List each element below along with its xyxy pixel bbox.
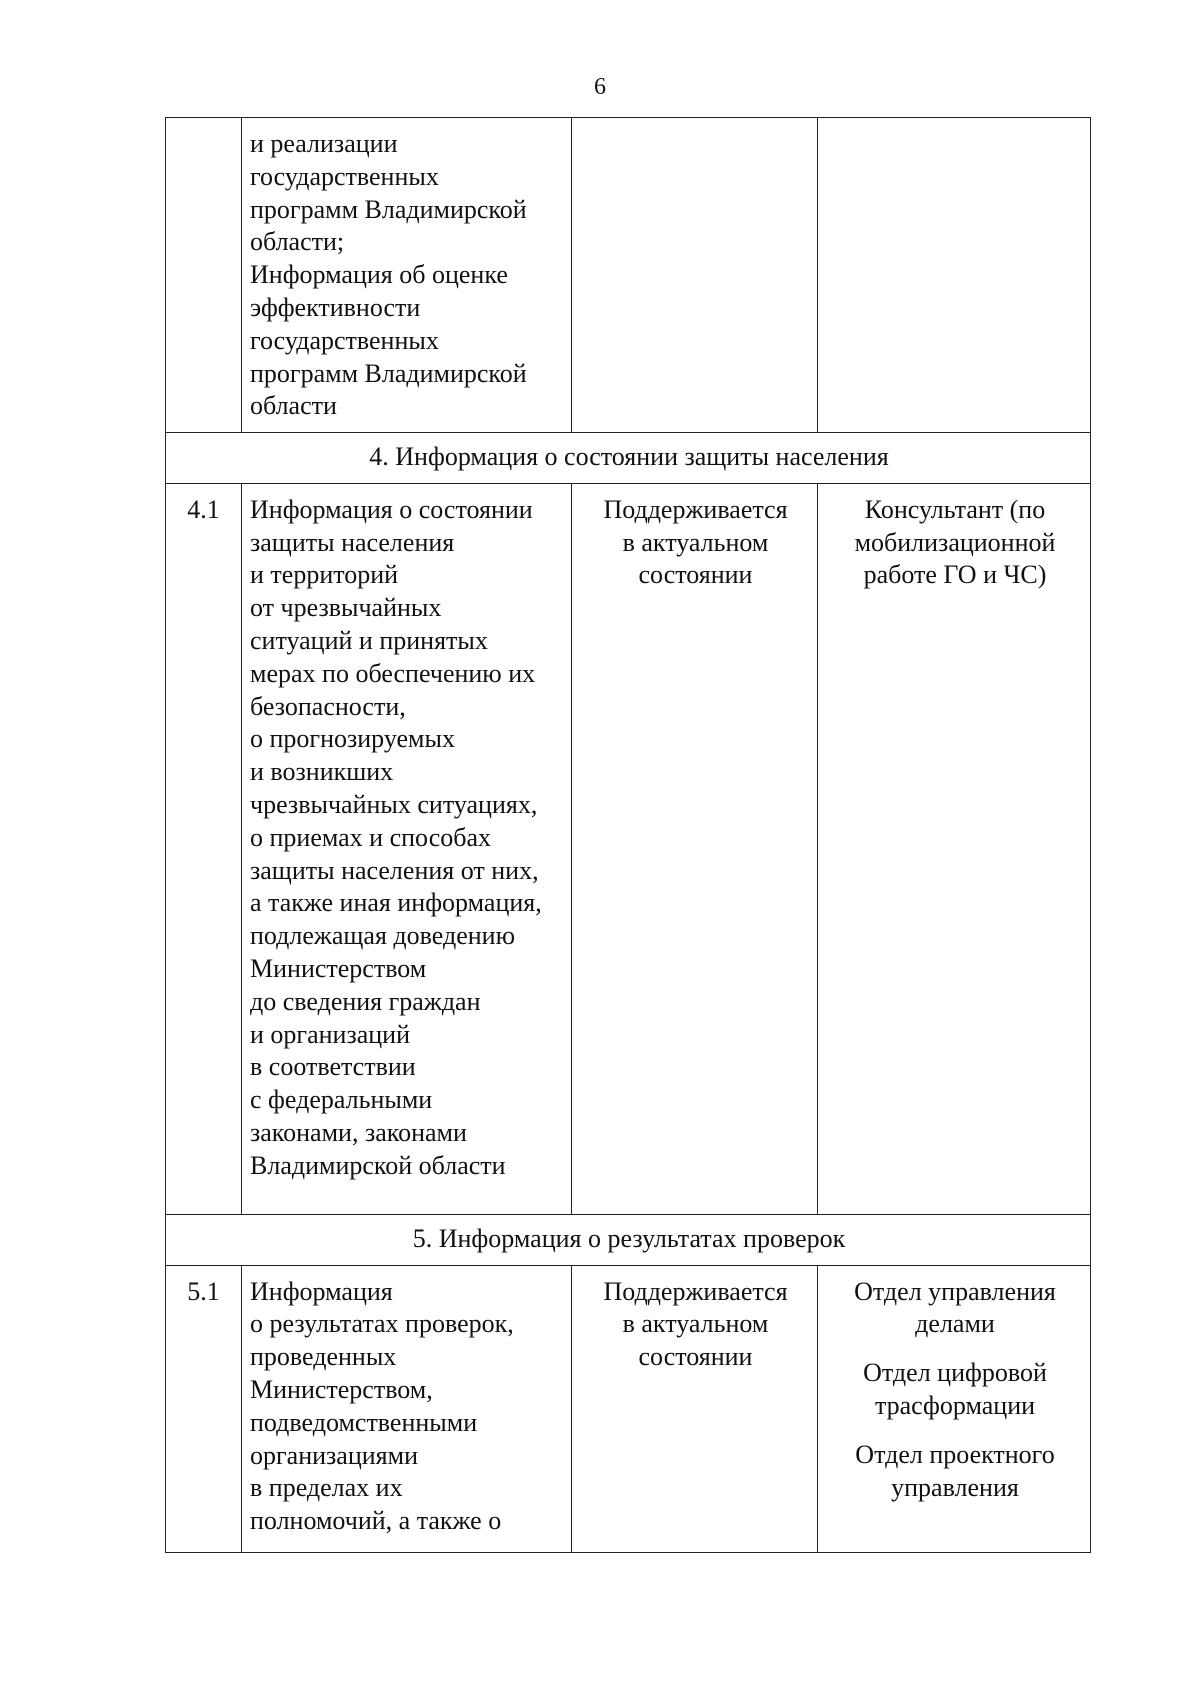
section-4-header-row <box>166 433 1091 484</box>
info-name-cell <box>242 118 572 433</box>
cell-text-line: и территорий <box>250 560 399 590</box>
cell-text-line: Информация об оценке <box>250 260 508 290</box>
cell-text-line: в пределах их <box>250 1473 403 1503</box>
cell-text-line: подведомственными <box>250 1407 478 1437</box>
cell-text-line: эффективности <box>250 292 421 322</box>
section-5-header-row <box>166 1214 1091 1265</box>
cell-text-line: состоянии <box>638 1342 753 1372</box>
info-name-cell <box>242 1265 572 1552</box>
cell-text-line: Информация о состоянии <box>250 494 533 524</box>
table-row-5-1 <box>166 1265 1091 1552</box>
table-row-continuation <box>166 118 1091 433</box>
row-number-cell: 5.1 <box>166 1265 242 1552</box>
cell-text-line: организациями <box>250 1440 418 1470</box>
status-cell <box>572 483 818 1214</box>
cell-text-line: от чрезвычайных <box>250 593 442 623</box>
cell-text-line: безопасности, <box>250 691 406 721</box>
cell-text-line: и реализации <box>250 129 398 158</box>
responsible-cell <box>818 1265 1091 1552</box>
cell-text-line: Поддерживается <box>603 1276 788 1306</box>
information-table <box>165 117 1091 1553</box>
cell-text-line: о результатах проверок, <box>250 1309 514 1339</box>
cell-text-line: управления <box>891 1472 1019 1502</box>
cell-text-line: о приемах и способах <box>250 822 492 852</box>
cell-text-line: Консультант (по <box>864 494 1046 524</box>
cell-text-line: и организаций <box>250 1019 410 1049</box>
cell-text-line: государственных <box>250 161 439 191</box>
cell-text-line: Информация <box>250 1276 393 1306</box>
row-number-cell <box>166 118 242 433</box>
row-number-cell: 4.1 <box>166 483 242 1214</box>
cell-text-line: работе ГО и ЧС) <box>863 560 1047 590</box>
cell-text-line: трасформации <box>874 1390 1036 1420</box>
cell-text-line: защиты населения от них, <box>250 855 539 885</box>
cell-text-line: в актуальном <box>622 1309 769 1339</box>
cell-text-line: мерах по обеспечению их <box>250 658 536 688</box>
cell-text-line: Отдел цифровой <box>863 1358 1047 1388</box>
cell-text-line: Владимирской области <box>250 1150 506 1180</box>
cell-text-line: Отдел управления <box>854 1276 1056 1306</box>
info-name-cell <box>242 483 572 1214</box>
table-row-4-1 <box>166 483 1091 1214</box>
cell-text-line: программ Владимирской <box>250 194 527 224</box>
cell-text-line: программ Владимирской <box>250 358 527 388</box>
cell-text-line: с федеральными <box>250 1085 433 1115</box>
paragraph-gap <box>826 1423 1084 1439</box>
cell-text-line: и возникших <box>250 757 394 787</box>
cell-text-line: государственных <box>250 325 439 355</box>
cell-text-line: до сведения граждан <box>250 986 481 1016</box>
section-5-title: 5. Информация о результатах проверок <box>166 1214 1091 1265</box>
page-number: 6 <box>594 74 606 100</box>
cell-text-line: а также иная информация, <box>250 888 542 918</box>
cell-text-line: Министерством <box>250 953 427 983</box>
cell-text-line: ситуаций и принятых <box>250 625 488 655</box>
status-cell <box>572 118 818 433</box>
cell-text-line: Отдел проектного <box>855 1439 1055 1469</box>
cell-text-line: в соответствии <box>250 1052 416 1082</box>
cell-text-line: законами, законами <box>250 1117 467 1147</box>
cell-text-line: состоянии <box>638 560 753 590</box>
cell-text-line: в актуальном <box>622 527 769 557</box>
responsible-cell <box>818 483 1091 1214</box>
cell-text-line: области <box>250 391 337 421</box>
cell-text-line: защиты населения <box>250 527 455 557</box>
cell-text-line: делами <box>915 1309 995 1339</box>
cell-text-line: Поддерживается <box>603 494 788 524</box>
responsible-cell <box>818 118 1091 433</box>
cell-text-line: мобилизационной <box>854 527 1056 557</box>
cell-text-line: подлежащая доведению <box>250 921 516 951</box>
section-4-title: 4. Информация о состоянии защиты населения <box>166 433 1091 484</box>
cell-text-line: о прогнозируемых <box>250 724 455 754</box>
cell-text-line: проведенных <box>250 1342 397 1372</box>
status-cell <box>572 1265 818 1552</box>
cell-text-line: Министерством, <box>250 1374 433 1404</box>
paragraph-gap <box>826 1341 1084 1357</box>
cell-text-line: чрезвычайных ситуациях, <box>250 789 538 819</box>
cell-text-line: области; <box>250 227 345 257</box>
cell-text-line: полномочий, а также о <box>250 1506 502 1536</box>
